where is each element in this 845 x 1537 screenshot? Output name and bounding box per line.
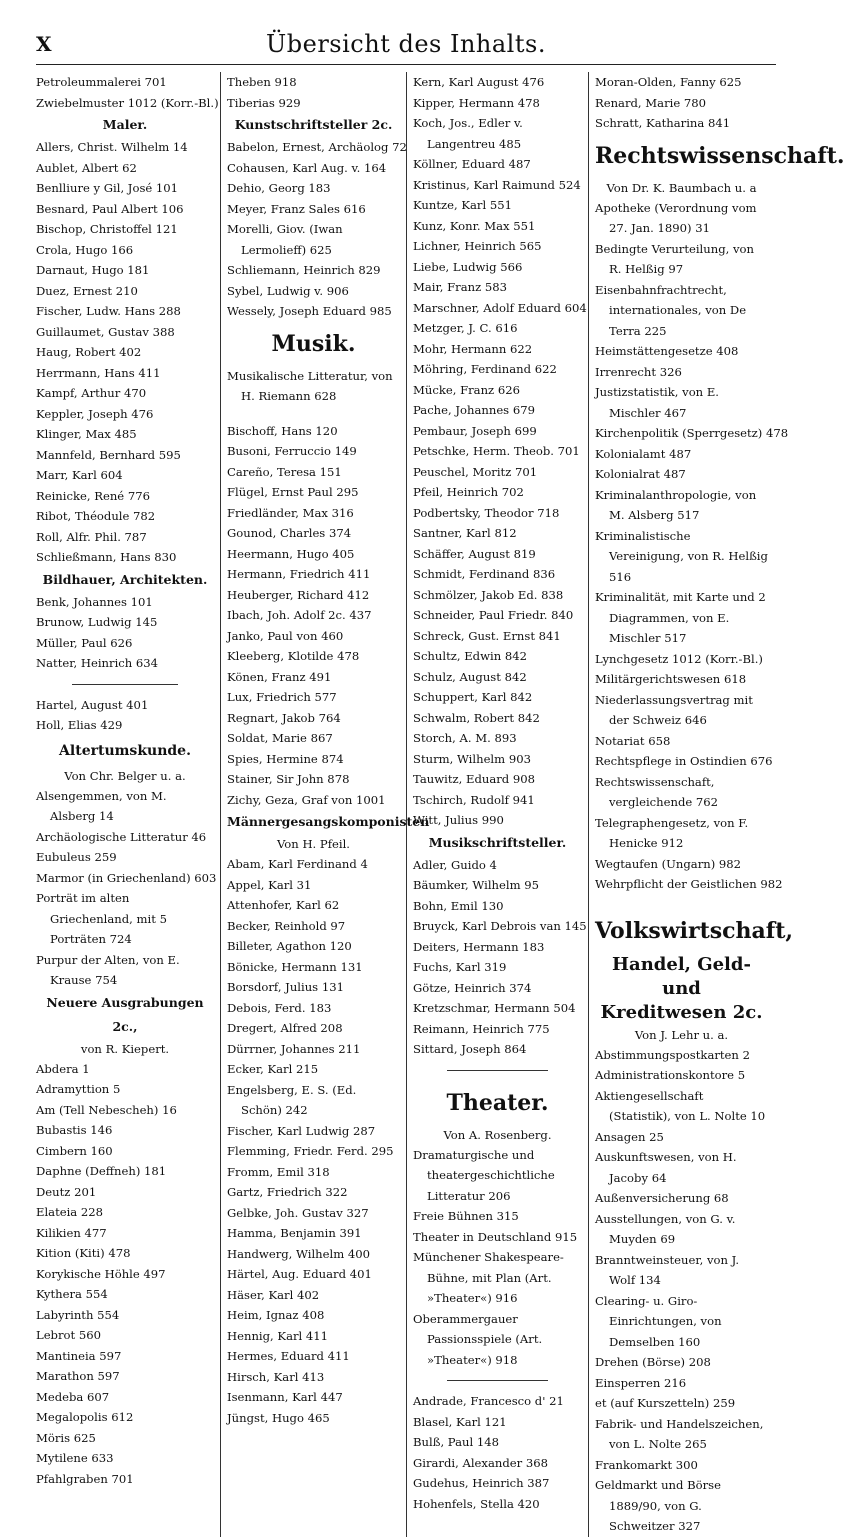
index-entry: Frankomarkt 300 bbox=[595, 1457, 698, 1472]
index-entry: Abam, Karl Ferdinand 4 bbox=[227, 857, 368, 871]
index-entry: Lebrot 560 bbox=[36, 1328, 101, 1342]
index-entry: Bönicke, Hermann 131 bbox=[227, 959, 363, 974]
index-entry: Liebe, Ludwig 566 bbox=[413, 259, 523, 274]
index-entry: Freie Bühnen 315 bbox=[413, 1209, 519, 1223]
index-entry: Petroleummalerei 701 bbox=[36, 75, 167, 89]
index-entry: Schuppert, Karl 842 bbox=[413, 690, 533, 704]
index-entry: Außenversicherung 68 bbox=[595, 1191, 729, 1205]
index-entry: Marr, Karl 604 bbox=[36, 468, 123, 482]
index-entry: Becker, Reinhold 97 bbox=[227, 918, 346, 933]
index-entry: Mair, Franz 583 bbox=[413, 280, 508, 294]
index-entry: Brunow, Ludwig 145 bbox=[36, 615, 158, 629]
index-entry: Lux, Friedrich 577 bbox=[227, 690, 337, 704]
index-entry: Witt, Julius 990 bbox=[413, 813, 504, 827]
index-entry: Schäffer, August 819 bbox=[413, 546, 536, 561]
index-entry: Härtel, Aug. Eduard 401 bbox=[227, 1267, 372, 1281]
index-entry: Santner, Karl 812 bbox=[413, 526, 517, 540]
index-entry: Andrade, Francesco d' 21 bbox=[413, 1394, 564, 1408]
index-entry: Dürrner, Johannes 211 bbox=[227, 1041, 361, 1056]
index-entry: Aktiengesellschaft (Statistik), von L. Nolte 10 bbox=[595, 1088, 766, 1123]
index-entry: Moran-Olden, Fanny 625 bbox=[595, 75, 742, 89]
section-author: Von Dr. K. Baumbach u. a bbox=[606, 180, 757, 195]
index-entry: Telegraphengesetz, von F. Henicke 912 bbox=[595, 815, 749, 850]
index-entry: Babelon, Ernest, Archäolog 72 bbox=[227, 140, 407, 154]
index-entry: Sturm, Wilhelm 903 bbox=[413, 751, 531, 766]
index-entry: Sittard, Joseph 864 bbox=[413, 1042, 527, 1056]
index-entry: Theater in Deutschland 915 bbox=[413, 1229, 578, 1244]
index-entry: Wehrpflicht der Geistlichen 982 bbox=[595, 877, 783, 891]
index-entry: Labyrinth 554 bbox=[36, 1307, 120, 1322]
index-entry: Zichy, Geza, Graf von 1001 bbox=[227, 792, 386, 807]
index-entry: Pfeil, Heinrich 702 bbox=[413, 485, 524, 499]
index-entry: Schwalm, Robert 842 bbox=[413, 710, 540, 725]
index-entry: Deiters, Hermann 183 bbox=[413, 939, 545, 954]
index-entry: Guillaumet, Gustav 388 bbox=[36, 324, 175, 339]
index-entry: Crola, Hugo 166 bbox=[36, 242, 134, 257]
index-entry: Cohausen, Karl Aug. v. 164 bbox=[227, 160, 387, 175]
index-entry: Jüngst, Hugo 465 bbox=[227, 1410, 330, 1425]
index-entry: Kampf, Arthur 470 bbox=[36, 386, 147, 400]
index-entry: Haug, Robert 402 bbox=[36, 345, 142, 359]
index-entry: Müller, Paul 626 bbox=[36, 635, 133, 650]
index-entry: Wegtaufen (Ungarn) 982 bbox=[595, 856, 742, 871]
index-entry: Herrmann, Hans 411 bbox=[36, 365, 161, 380]
index-entry: Häser, Karl 402 bbox=[227, 1287, 320, 1302]
index-entry: Kition (Kiti) 478 bbox=[36, 1246, 131, 1260]
index-entry: Drehen (Börse) 208 bbox=[595, 1355, 711, 1369]
index-entry: Purpur der Alten, von E. Krause 754 bbox=[36, 952, 180, 987]
index-entry: Cimbern 160 bbox=[36, 1143, 113, 1158]
index-entry: Wessely, Joseph Eduard 985 bbox=[227, 304, 392, 318]
index-entry: Mantineia 597 bbox=[36, 1348, 122, 1363]
index-entry: Bischoff, Hans 120 bbox=[227, 423, 338, 438]
index-entry: Dramaturgische und theatergeschichtliche Litteratur 206 bbox=[413, 1147, 555, 1203]
index-entry: Kriminalistische Vereinigung, von R. Helßig 516 bbox=[595, 528, 768, 584]
index-entry: Roll, Alfr. Phil. 787 bbox=[36, 529, 147, 544]
index-entry: Branntweinsteuer, von J. Wolf 134 bbox=[595, 1252, 740, 1287]
index-entry: Schultz, Edwin 842 bbox=[413, 649, 528, 663]
spacer bbox=[595, 895, 768, 909]
index-column-2 bbox=[220, 72, 430, 1537]
index-entry: Girardi, Alexander 368 bbox=[413, 1455, 548, 1470]
index-entry: Kolonialamt 487 bbox=[595, 446, 692, 461]
index-entry: Flügel, Ernst Paul 295 bbox=[227, 485, 359, 499]
index-entry: Engelsberg, E. S. (Ed. Schön) 242 bbox=[227, 1082, 357, 1117]
section-divider bbox=[447, 1070, 548, 1071]
index-entry: Hartel, August 401 bbox=[36, 697, 149, 712]
index-entry: Kythera 554 bbox=[36, 1287, 108, 1301]
index-entry: Schließmann, Hans 830 bbox=[36, 550, 177, 564]
section-heading: Theater. bbox=[446, 1089, 549, 1116]
index-entry: Attenhofer, Karl 62 bbox=[227, 898, 340, 912]
section-author: Von Chr. Belger u. a. bbox=[64, 768, 186, 783]
index-entry: Besnard, Paul Albert 106 bbox=[36, 201, 184, 216]
index-entry: Schliemann, Heinrich 829 bbox=[227, 263, 381, 277]
index-entry: Hermes, Eduard 411 bbox=[227, 1349, 350, 1363]
index-entry: Münchener Shakespeare-Bühne, mit Plan (Art. »Theater«) 916 bbox=[413, 1250, 564, 1305]
index-entry: Alsengemmen, von M. Alsberg 14 bbox=[36, 788, 167, 823]
index-entry: Reimann, Heinrich 775 bbox=[413, 1021, 550, 1036]
index-entry: Spies, Hermine 874 bbox=[227, 751, 344, 766]
index-entry: Schulz, August 842 bbox=[413, 669, 527, 684]
section-heading: Altertumskunde. bbox=[59, 742, 191, 759]
section-heading: Männergesangskomponisten bbox=[227, 814, 430, 829]
index-entry: Bruyck, Karl Debrois van 145 bbox=[413, 919, 587, 933]
index-entry: Porträt im alten Griechenland, mit 5 Porträten 724 bbox=[36, 891, 167, 946]
index-entry: Dehio, Georg 183 bbox=[227, 181, 331, 195]
index-entry: Gelbke, Joh. Gustav 327 bbox=[227, 1205, 369, 1220]
index-entry: Marathon 597 bbox=[36, 1369, 120, 1383]
index-entry: Theben 918 bbox=[227, 75, 297, 89]
index-entry: Regnart, Jakob 764 bbox=[227, 710, 341, 725]
index-entry: Janko, Paul von 460 bbox=[227, 628, 344, 643]
index-entry: Benk, Johannes 101 bbox=[36, 594, 153, 609]
index-entry: Marschner, Adolf Eduard 604 bbox=[413, 300, 587, 315]
index-entry: Peuschel, Moritz 701 bbox=[413, 464, 538, 479]
index-entry: Kilikien 477 bbox=[36, 1225, 107, 1240]
index-entry: Keppler, Joseph 476 bbox=[36, 406, 154, 421]
index-entry: Natter, Heinrich 634 bbox=[36, 656, 159, 670]
index-entry: Mohr, Hermann 622 bbox=[413, 341, 533, 356]
index-entry: Heim, Ignaz 408 bbox=[227, 1308, 325, 1322]
index-entry: Deutz 201 bbox=[36, 1184, 97, 1199]
index-entry: Meyer, Franz Sales 616 bbox=[227, 201, 366, 216]
index-columns bbox=[36, 72, 845, 1533]
index-entry: Abdera 1 bbox=[36, 1061, 90, 1076]
index-entry: Bulß, Paul 148 bbox=[413, 1435, 499, 1449]
index-entry: Bischop, Christoffel 121 bbox=[36, 222, 178, 236]
index-entry: Bubastis 146 bbox=[36, 1123, 113, 1137]
index-entry: Kleeberg, Klotilde 478 bbox=[227, 649, 360, 663]
index-entry: Fischer, Karl Ludwig 287 bbox=[227, 1123, 376, 1138]
index-entry: Pache, Johannes 679 bbox=[413, 403, 535, 417]
index-entry: Archäologische Litteratur 46 bbox=[36, 829, 207, 844]
index-entry: Elateia 228 bbox=[36, 1205, 104, 1219]
index-entry: Aublet, Albert 62 bbox=[36, 160, 137, 175]
index-entry: Eubuleus 259 bbox=[36, 850, 117, 864]
index-entry: Am (Tell Nebescheh) 16 bbox=[36, 1102, 177, 1117]
section-heading: Kunstschriftsteller 2c. bbox=[234, 117, 393, 132]
index-entry: Ibach, Joh. Adolf 2c. 437 bbox=[227, 608, 372, 622]
index-entry: Billeter, Agathon 120 bbox=[227, 939, 352, 953]
index-entry: Duez, Ernest 210 bbox=[36, 283, 138, 298]
index-entry: Adramyttion 5 bbox=[36, 1082, 121, 1096]
index-entry: Clearing- u. Giro-Einrichtungen, von Demselben 160 bbox=[595, 1293, 722, 1349]
index-entry: Schreck, Gust. Ernst 841 bbox=[413, 628, 561, 643]
index-entry: Megalopolis 612 bbox=[36, 1410, 134, 1424]
index-entry: Blasel, Karl 121 bbox=[413, 1414, 507, 1429]
index-entry: Petschke, Herm. Theob. 701 bbox=[413, 444, 580, 458]
index-entry: Fromm, Emil 318 bbox=[227, 1164, 330, 1179]
spacer bbox=[227, 407, 400, 421]
index-entry: Oberammergauer Passionsspiele (Art. »Theater«) 918 bbox=[413, 1311, 543, 1367]
index-entry: Apotheke (Verordnung vom 27. Jan. 1890) 31 bbox=[595, 200, 757, 235]
index-entry: Podbertsky, Theodor 718 bbox=[413, 505, 560, 520]
section-author: Von H. Pfeil. bbox=[277, 837, 350, 851]
index-entry: Allers, Christ. Wilhelm 14 bbox=[36, 140, 188, 154]
index-entry: Hohenfels, Stella 420 bbox=[413, 1496, 540, 1511]
index-entry: Götze, Heinrich 374 bbox=[413, 980, 532, 995]
index-entry: Bedingte Verurteilung, von R. Helßig 97 bbox=[595, 241, 754, 276]
index-entry: Niederlassungsvertrag mit der Schweiz 646 bbox=[595, 692, 753, 727]
index-entry: Möris 625 bbox=[36, 1430, 96, 1445]
section-heading: Bildhauer, Architekten. bbox=[42, 571, 208, 587]
index-entry: Bäumker, Wilhelm 95 bbox=[413, 878, 540, 892]
section-heading: Kreditwesen 2c. bbox=[600, 1001, 763, 1023]
index-entry: Köllner, Eduard 487 bbox=[413, 157, 531, 171]
index-entry: Musikalische Litteratur, von H. Riemann 628 bbox=[227, 368, 393, 403]
index-entry: Dregert, Alfred 208 bbox=[227, 1021, 343, 1035]
index-entry: Morelli, Giov. (Iwan Lermolieff) 625 bbox=[227, 222, 343, 257]
index-entry: Militärgerichtswesen 618 bbox=[595, 672, 747, 686]
index-entry: Pfahlgraben 701 bbox=[36, 1471, 134, 1486]
index-entry: Kuntze, Karl 551 bbox=[413, 198, 512, 212]
index-entry: Rechtswissenschaft, vergleichende 762 bbox=[595, 774, 719, 809]
index-entry: Soldat, Marie 867 bbox=[227, 731, 333, 745]
index-entry: Marmor (in Griechenland) 603 bbox=[36, 870, 217, 885]
index-entry: Tauwitz, Eduard 908 bbox=[413, 772, 536, 786]
page-number: X bbox=[36, 32, 52, 56]
index-entry: Ansagen 25 bbox=[595, 1129, 664, 1144]
index-entry: Mannfeld, Bernhard 595 bbox=[36, 447, 181, 462]
index-entry: Möhring, Ferdinand 622 bbox=[413, 362, 557, 376]
index-entry: Metzger, J. C. 616 bbox=[413, 321, 518, 335]
index-entry: Schratt, Katharina 841 bbox=[595, 116, 731, 130]
index-entry: Medeba 607 bbox=[36, 1389, 110, 1404]
index-entry: Adler, Guido 4 bbox=[413, 857, 497, 872]
index-entry: Ecker, Karl 215 bbox=[227, 1062, 319, 1076]
index-entry: Geldmarkt und Börse 1889/90, von G. Schweitzer 327 bbox=[595, 1478, 721, 1533]
index-entry: Gudehus, Heinrich 387 bbox=[413, 1476, 550, 1490]
index-entry: Heermann, Hugo 405 bbox=[227, 546, 355, 561]
index-column-3 bbox=[406, 72, 587, 1537]
index-entry: Fabrik- und Handelszeichen, von L. Nolte 265 bbox=[595, 1416, 764, 1451]
index-entry: Friedländer, Max 316 bbox=[227, 505, 354, 520]
index-entry: Bohn, Emil 130 bbox=[413, 898, 504, 913]
page-title: Übersicht des Inhalts. bbox=[266, 30, 546, 58]
index-entry: Gounod, Charles 374 bbox=[227, 526, 352, 540]
index-entry: Holl, Elias 429 bbox=[36, 718, 123, 732]
index-entry: Heimstättengesetze 408 bbox=[595, 344, 739, 358]
section-heading: Handel, Geld- und bbox=[612, 953, 751, 999]
section-author: Von A. Rosenberg. bbox=[443, 1127, 552, 1142]
index-entry: Auskunftswesen, von H. Jacoby 64 bbox=[595, 1150, 737, 1185]
index-entry: Schmölzer, Jakob Ed. 838 bbox=[413, 587, 564, 602]
index-entry: Daphne (Deffneh) 181 bbox=[36, 1164, 167, 1178]
index-entry: Mytilene 633 bbox=[36, 1451, 114, 1465]
index-entry: Korykische Höhle 497 bbox=[36, 1266, 166, 1281]
index-entry: Hamma, Benjamin 391 bbox=[227, 1226, 362, 1240]
index-entry: Einsperren 216 bbox=[595, 1375, 687, 1390]
section-heading: Maler. bbox=[102, 117, 148, 132]
section-divider bbox=[72, 684, 179, 685]
index-entry: Debois, Ferd. 183 bbox=[227, 1000, 332, 1015]
index-entry: Eisenbahnfrachtrecht, internationales, von De Terra 225 bbox=[595, 282, 747, 338]
index-entry: Kolonialrat 487 bbox=[595, 467, 686, 481]
index-entry: Ausstellungen, von G. v. Muyden 69 bbox=[595, 1211, 736, 1246]
index-entry: Ribot, Théodule 782 bbox=[36, 509, 156, 523]
index-entry: Abstimmungspostkarten 2 bbox=[595, 1047, 750, 1062]
index-entry: Benlliure y Gil, José 101 bbox=[36, 181, 179, 195]
index-entry: Mücke, Franz 626 bbox=[413, 382, 520, 397]
index-entry: Könen, Franz 491 bbox=[227, 669, 332, 684]
index-entry: Irrenrecht 326 bbox=[595, 364, 682, 379]
index-entry: Hermann, Friedrich 411 bbox=[227, 567, 371, 581]
index-entry: Kristinus, Karl Raimund 524 bbox=[413, 177, 581, 192]
section-heading: Neuere Ausgrabungen 2c., bbox=[46, 994, 204, 1034]
index-entry: Hennig, Karl 411 bbox=[227, 1328, 329, 1343]
index-entry: Stainer, Sir John 878 bbox=[227, 772, 350, 786]
index-entry: Careño, Teresa 151 bbox=[227, 464, 342, 479]
section-heading: Musik. bbox=[271, 330, 356, 357]
index-entry: Renard, Marie 780 bbox=[595, 95, 707, 110]
index-entry: Schneider, Paul Friedr. 840 bbox=[413, 608, 574, 622]
index-entry: Koch, Jos., Edler v. Langentreu 485 bbox=[413, 116, 523, 151]
section-author: Von J. Lehr u. a. bbox=[634, 1027, 729, 1042]
index-entry: Kirchenpolitik (Sperrgesetz) 478 bbox=[595, 426, 789, 440]
index-entry: Schmidt, Ferdinand 836 bbox=[413, 567, 556, 581]
section-heading: Musikschriftsteller. bbox=[428, 834, 567, 850]
index-entry: Darnaut, Hugo 181 bbox=[36, 263, 150, 277]
section-heading: Volkswirtschaft, bbox=[595, 917, 794, 944]
index-entry: Gartz, Friedrich 322 bbox=[227, 1185, 348, 1199]
index-entry: Kretzschmar, Hermann 504 bbox=[413, 1001, 576, 1015]
index-entry: Administrationskontore 5 bbox=[595, 1068, 746, 1082]
index-column-1 bbox=[36, 72, 219, 1537]
index-entry: Lichner, Heinrich 565 bbox=[413, 239, 542, 253]
index-entry: et (auf Kurszetteln) 259 bbox=[595, 1396, 736, 1410]
index-entry: Heuberger, Richard 412 bbox=[227, 587, 370, 602]
index-entry: Tiberias 929 bbox=[227, 95, 301, 110]
index-entry: Isenmann, Karl 447 bbox=[227, 1390, 343, 1404]
index-entry: Kunz, Konr. Max 551 bbox=[413, 218, 536, 233]
index-entry: Lynchgesetz 1012 (Korr.-Bl.) bbox=[595, 651, 763, 666]
section-heading: Rechtswissenschaft. bbox=[595, 142, 845, 169]
index-entry: Busoni, Ferruccio 149 bbox=[227, 444, 357, 458]
index-entry: Flemming, Friedr. Ferd. 295 bbox=[227, 1144, 394, 1158]
index-entry: Kriminalanthropologie, von M. Alsberg 517 bbox=[595, 487, 757, 522]
index-entry: Fischer, Ludw. Hans 288 bbox=[36, 304, 181, 318]
section-author: von R. Kiepert. bbox=[80, 1041, 170, 1056]
index-column-4 bbox=[588, 72, 845, 1537]
index-entry: Fuchs, Karl 319 bbox=[413, 960, 507, 974]
index-entry: Rechtspflege in Ostindien 676 bbox=[595, 754, 773, 768]
index-entry: Kipper, Hermann 478 bbox=[413, 95, 540, 110]
section-divider bbox=[447, 1380, 548, 1381]
index-entry: Kern, Karl August 476 bbox=[413, 75, 545, 89]
index-entry: Appel, Karl 31 bbox=[227, 877, 312, 892]
index-entry: Kriminalität, mit Karte und 2 Diagrammen, von E. Mischler 517 bbox=[595, 590, 766, 645]
index-entry: Klinger, Max 485 bbox=[36, 427, 137, 441]
index-entry: Tschirch, Rudolf 941 bbox=[413, 792, 535, 807]
index-entry: Justizstatistik, von E. Mischler 467 bbox=[595, 385, 719, 420]
index-entry: Reinicke, René 776 bbox=[36, 488, 150, 503]
index-entry: Sybel, Ludwig v. 906 bbox=[227, 283, 349, 298]
page-header bbox=[36, 30, 776, 65]
index-entry: Storch, A. M. 893 bbox=[413, 731, 517, 745]
index-entry: Hirsch, Karl 413 bbox=[227, 1369, 325, 1384]
index-entry: Notariat 658 bbox=[595, 733, 671, 748]
index-entry: Zwiebelmuster 1012 (Korr.-Bl.) bbox=[36, 95, 219, 110]
index-entry: Handwerg, Wilhelm 400 bbox=[227, 1246, 371, 1261]
index-entry: Borsdorf, Julius 131 bbox=[227, 980, 344, 994]
index-entry: Pembaur, Joseph 699 bbox=[413, 423, 537, 438]
